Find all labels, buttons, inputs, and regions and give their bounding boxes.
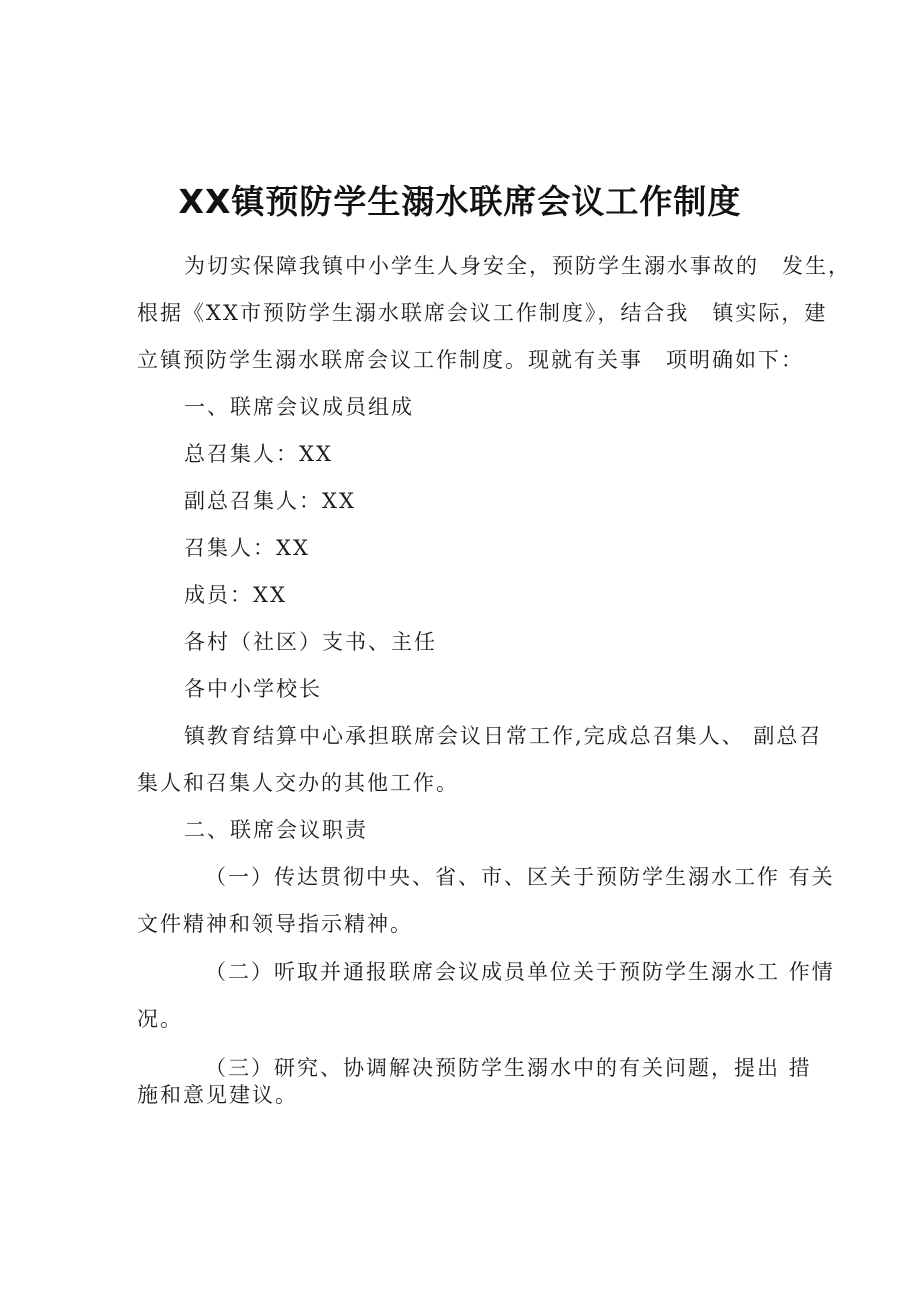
document-title: XX镇预防学生溺水联席会议工作制度 bbox=[178, 182, 742, 221]
intro-line-3: 立镇预防学生溺水联席会议工作制度。现就有关事 项明确如下： bbox=[137, 348, 804, 372]
intro-line-2: 根据《XX市预防学生溺水联席会议工作制度》，结合我 镇实际，建 bbox=[137, 301, 828, 325]
duty-1-line-2: 文件精神和领导指示精神。 bbox=[137, 912, 413, 936]
members-schools: 各中小学校长 bbox=[184, 677, 322, 701]
members-villages: 各村（社区）支书、主任 bbox=[184, 630, 437, 654]
section-2-heading: 二、联席会议职责 bbox=[184, 818, 368, 842]
section-1-heading: 一、联席会议成员组成 bbox=[184, 395, 414, 419]
duty-3-line-1: （三）研究、协调解决预防学生溺水中的有关问题，提出 措 bbox=[205, 1056, 812, 1080]
duty-2-line-2: 况。 bbox=[137, 1007, 183, 1031]
convener: 召集人：XX bbox=[184, 536, 310, 560]
office-line-1: 镇教育结算中心承担联席会议日常工作,完成总召集人、 副总召 bbox=[184, 724, 823, 748]
office-line-2: 集人和召集人交办的其他工作。 bbox=[137, 771, 459, 795]
duty-1-line-1: （一）传达贯彻中央、省、市、区关于预防学生溺水工作 有关 bbox=[205, 865, 835, 889]
convener-deputy: 副总召集人：XX bbox=[184, 489, 356, 513]
duty-2-line-1: （二）听取并通报联席会议成员单位关于预防学生溺水工 作情 bbox=[205, 960, 835, 984]
convener-general: 总召集人：XX bbox=[184, 442, 333, 466]
intro-line-1: 为切实保障我镇中小学生人身安全，预防学生溺水事故的 发生， bbox=[184, 254, 851, 278]
duty-3-line-2: 施和意见建议。 bbox=[137, 1083, 298, 1107]
members: 成员：XX bbox=[184, 583, 287, 607]
